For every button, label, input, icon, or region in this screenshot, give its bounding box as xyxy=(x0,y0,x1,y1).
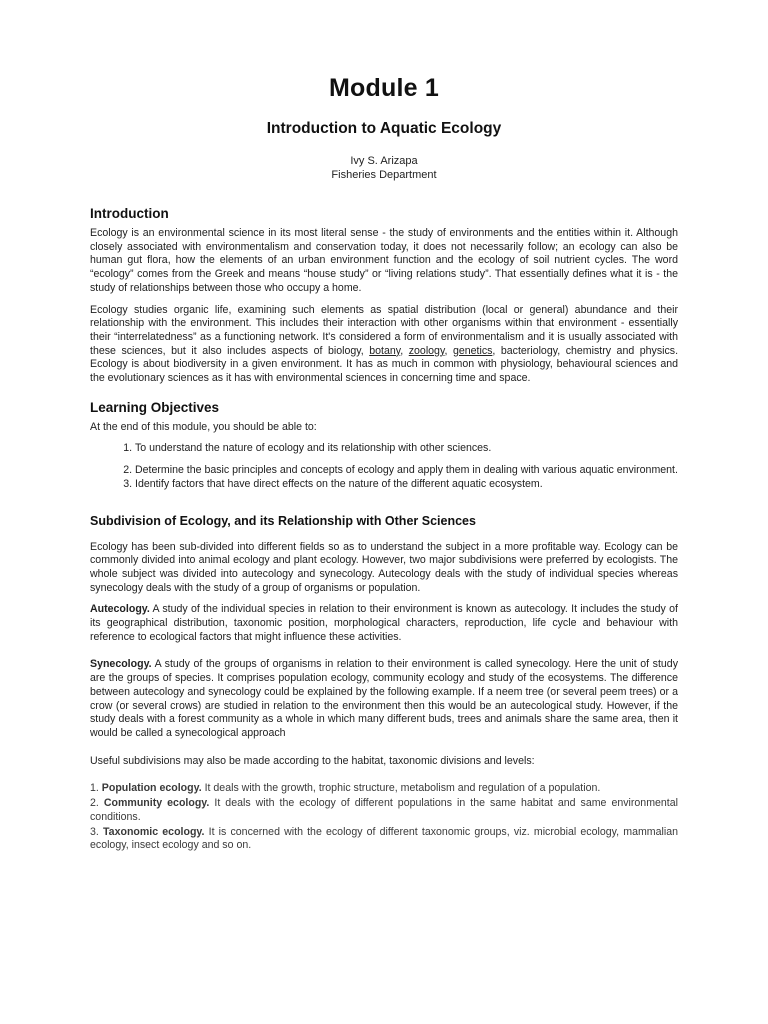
intro-sep-2: , xyxy=(444,344,453,357)
author-name: Ivy S. Arizapa xyxy=(350,155,418,167)
subdivision-numbered-list xyxy=(90,782,678,853)
introduction-paragraph-2 xyxy=(90,304,678,386)
objectives-heading: Learning Objectives xyxy=(90,399,220,415)
autecology-text: A study of the individual species in relation to their environment is known as autecology. It includes the study of its geographical distribution, taxonomic position, morphological characters, reproduction, life cycle and behaviour with reference to ecological factors that might influence these activities. xyxy=(90,603,678,643)
list-item-text: It is concerned with the ecology of different taxonomic groups, viz. microbial ecology, mammalian ecology, insect ecology and so on. xyxy=(90,825,678,852)
subdivision-paragraph-1: Ecology has been sub-divided into different fields so as to understand the subject in a more profitable way. Ecology can be commonly divided into animal ecology and plant ecology. However, two major subdivisions were preferred by ecologists. The whole subject was divided into autecology and synecology. Autecology deals with the study of individual species whereas synecology deals with the study of a group of organisms or population. xyxy=(90,540,678,594)
list-item-number: 1. xyxy=(90,782,102,795)
useful-subdivisions-intro: Useful subdivisions may also be made according to the habitat, taxonomic divisions and levels: xyxy=(90,754,535,767)
list-item-text: It deals with the growth, trophic structure, metabolism and regulation of a population. xyxy=(201,782,601,795)
synecology-paragraph xyxy=(90,658,678,740)
objectives-list xyxy=(90,442,678,491)
objective-item-1: 1. To understand the nature of ecology and its relationship with other sciences. xyxy=(135,442,678,456)
subdivision-heading: Subdivision of Ecology, and its Relationship with Other Sciences xyxy=(90,513,476,528)
author-department: Fisheries Department xyxy=(331,169,437,181)
list-item-number: 2. xyxy=(90,797,104,810)
list-item-text: It deals with the ecology of different populations in the same habitat and same environmental conditions. xyxy=(90,797,679,823)
list-item xyxy=(90,826,678,853)
module-title: Module 1 xyxy=(329,74,439,102)
list-item-term: Population ecology. xyxy=(101,782,202,795)
author-block xyxy=(90,154,678,182)
list-item xyxy=(90,782,678,796)
list-item-term: Taxonomic ecology. xyxy=(103,825,205,838)
link-genetics[interactable]: genetics xyxy=(452,344,493,357)
link-zoology[interactable]: zoology xyxy=(408,344,445,357)
link-botany[interactable]: botany xyxy=(369,344,401,357)
intro-sep-1: , xyxy=(400,344,409,357)
autecology-term: Autecology. xyxy=(90,603,150,616)
introduction-heading: Introduction xyxy=(90,206,169,221)
intro-p2-text-a: Ecology studies organic life, examining such elements as spatial distribution (local or general) abundance and their relationship with the environment. This includes their interaction with other organisms within that environment - essentially their “interrelatedness” as a functioning network. It's considered a form of environmentalism and it is usually associated with these sciences, but it also includes aspects of biology, xyxy=(90,303,678,357)
synecology-term: Synecology. xyxy=(90,658,152,671)
intro-p2-text-b: , bacteriology, chemistry and physics. Ecology is about biodiversity in a given environment. It has as much in common with physiology, behavioural sciences and the evolutionary sciences as it has with environmental sciences in concerning time and space. xyxy=(90,344,679,385)
objectives-intro: At the end of this module, you should be able to: xyxy=(90,420,317,433)
autecology-paragraph xyxy=(90,603,678,644)
module-subtitle: Introduction to Aquatic Ecology xyxy=(266,120,502,137)
list-item-term: Community ecology. xyxy=(103,797,210,810)
synecology-text: A study of the groups of organisms in relation to their environment is called synecology. Here the unit of study are the groups of species. It comprises population ecology, community ecology and study of the ecosystems. The difference between autecology and synecology could be explained by the following example. If a neem tree (or several peem trees) or a crow (or several crows) are studied in relation to the environment then this would be an autecological study. However, if the study deals with a forest community as a whole in which many different buds, trees and animals share the same area, then it would be called a synecological approach xyxy=(90,658,678,739)
objective-item-2: 2. Determine the basic principles and concepts of ecology and apply them in dealing with various aquatic environment. xyxy=(135,464,678,478)
list-item xyxy=(90,797,678,824)
introduction-paragraph-1: Ecology is an environmental science in its most literal sense - the study of environments and the entities within it. Although closely associated with environmentalism and conservation today, it does not necessarily follow; an ecology can also be human gut flora, how the elements of an urban environment function and the ecology of soil nutrient cycles. The word “ecology” comes from the Greek and means “house study” or “living relations study”. That essentially defines what it is - the study of relationships between those who occupy a home. xyxy=(90,227,678,294)
list-item-number: 3. xyxy=(90,825,103,838)
objective-item-3: 3. Identify factors that have direct effects on the nature of the different aquatic ecosystem. xyxy=(135,478,678,492)
